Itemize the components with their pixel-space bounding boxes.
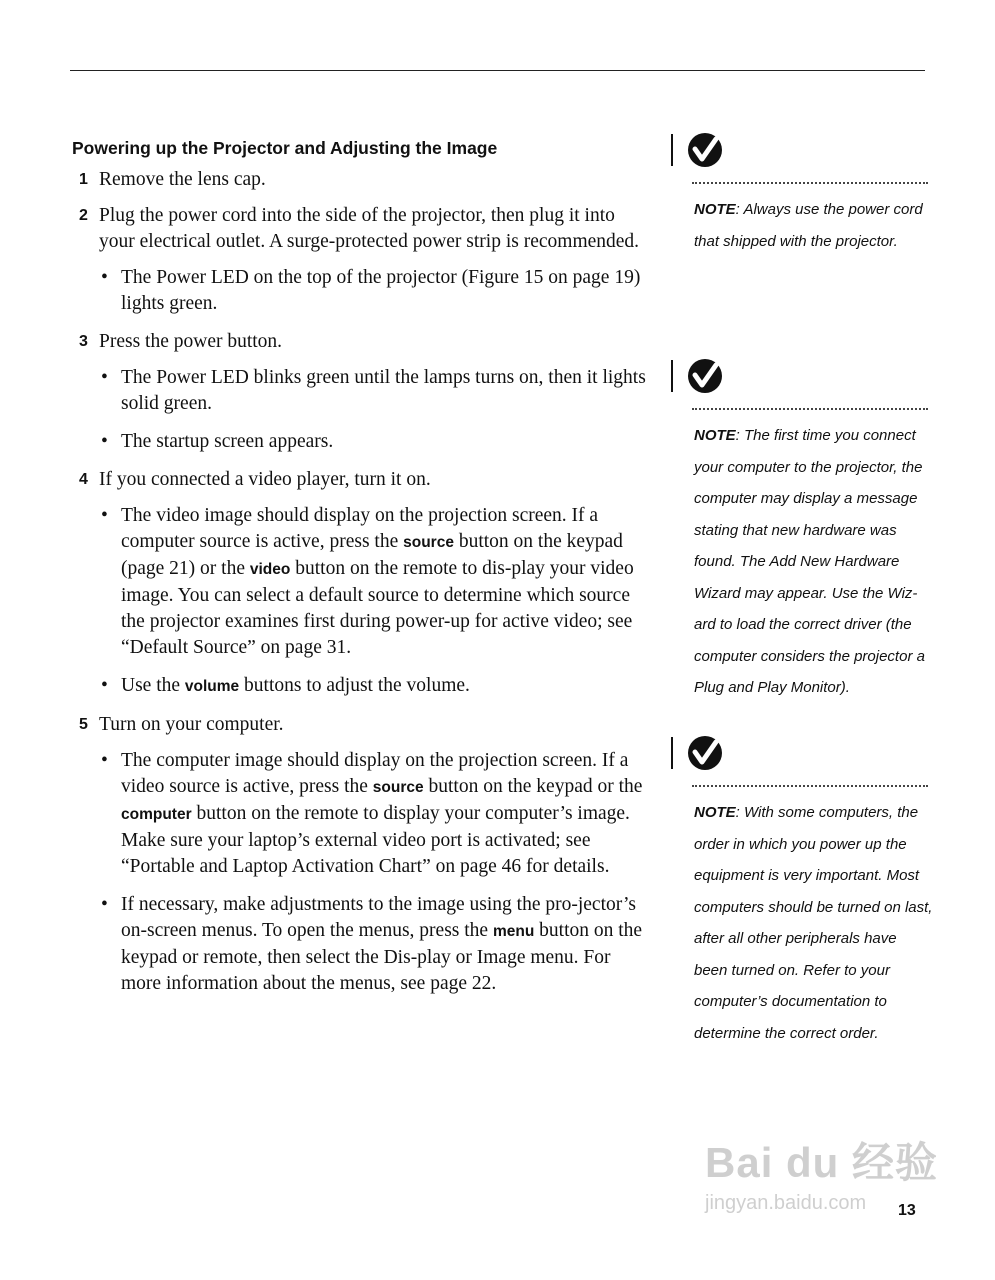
bullet-item [99,748,652,880]
step-1 [72,167,652,193]
step-text: Plug the power cord into the side of the projector, then plug it into your electrical outlet. A surge-protected power strip is recommended. [99,205,640,252]
header-rule [70,70,925,71]
step-number: 1 [79,171,88,188]
note-bar [671,134,673,166]
dotted-divider [692,408,928,410]
source-keyword: source [372,779,424,796]
bullet-text: button on the remote to dis-play your video image. You can select a default source to determine which source the projector examines first during power-up for active video; see “Default Source” on page 31. [121,558,634,658]
note-text [694,797,934,1049]
note-icon [694,733,934,773]
note-bar [671,737,673,769]
bullet-item [99,503,652,661]
computer-keyword: computer [121,806,192,823]
step-5 [72,712,652,738]
note-2 [694,356,934,704]
step-3-bullets [99,365,652,455]
bullet-item: • The Power LED blinks green until the lamps turns on, then it lights solid green. [99,365,652,417]
watermark-logo-text: Bai du 经验 [705,1139,939,1186]
step-text: Turn on your computer. [99,714,284,735]
bullet-text: The video image should display on the projection screen. If a computer source is active, press the [121,505,599,552]
checkmark-icon [687,735,723,771]
bullet-text: button on the keypad or remote, then select the Dis-play or Image menu. For more information about the menus, see page 22. [121,920,643,994]
bullet-text: button on the remote to display your computer’s image. Make sure your laptop’s external video port is activated; see “Portable and Laptop Activation Chart” on page 46 for details. [121,803,630,877]
video-keyword: video [249,561,291,578]
bullet-text: The computer image should display on the projection screen. If a video source is active, press the [121,750,629,797]
bullet-text: buttons to adjust the volume. [239,675,470,696]
step-3 [72,329,652,355]
bullet-item: • The Power LED on the top of the projector (Figure 15 on page 19) lights green. [99,265,652,317]
step-4 [72,467,652,493]
note-text [694,194,934,257]
step-2 [72,203,652,255]
checkmark-icon [687,358,723,394]
note-body: : The first time you connect your computer to the projector, the computer may display a message stating that new hardware was found. The Add New Hardware Wizard may appear. Use the Wiz-ard to load the correct driver (the computer considers the projector a Plug and Play Monitor). [694,427,925,696]
bullet-item [99,673,652,700]
note-label: NOTE [694,427,736,444]
step-4-bullets [99,503,652,700]
section-heading: Powering up the Projector and Adjusting the Image [72,138,498,158]
note-label: NOTE [694,201,736,218]
watermark-url: jingyan.baidu.com [705,1192,867,1214]
note-icon [694,356,934,396]
dotted-divider [692,785,928,787]
bullet-text: button on the keypad or the [423,776,643,797]
source-keyword: source [403,534,454,551]
step-2-bullets [99,265,652,317]
note-body: : Always use the power cord that shipped with the projector. [694,201,923,250]
step-text: Remove the lens cap. [99,169,266,190]
note-label: NOTE [694,804,736,821]
bullet-item: • The startup screen appears. [99,429,652,455]
step-5-bullets [99,748,652,997]
step-number: 3 [79,333,88,350]
volume-keyword: volume [184,678,240,695]
bullet-text: Use the [121,675,185,696]
note-icon [694,130,934,170]
checkmark-icon [687,132,723,168]
note-3 [694,733,934,1049]
step-number: 5 [79,716,88,733]
step-number: 4 [79,471,88,488]
page-number: 13 [898,1202,916,1219]
step-number: 2 [79,207,88,224]
note-text [694,420,934,704]
bullet-text: If necessary, make adjustments to the image using the pro-jector’s on-screen menus. To open the menus, press the [121,894,636,941]
note-body: : With some computers, the order in which you power up the equipment is very important. Most computers should be turned on last, after all other peripherals have been turned on. Refer to your computer’s documentation to determine the correct order. [694,804,933,1042]
step-text: Press the power button. [99,331,283,352]
main-content [72,136,652,1009]
bullet-item [99,892,652,997]
note-bar [671,360,673,392]
note-1 [694,130,934,257]
menu-keyword: menu [492,923,535,940]
bullet-text: button on the keypad (page 21) or the [121,531,623,579]
step-text: If you connected a video player, turn it on. [99,469,431,490]
dotted-divider [692,182,928,184]
